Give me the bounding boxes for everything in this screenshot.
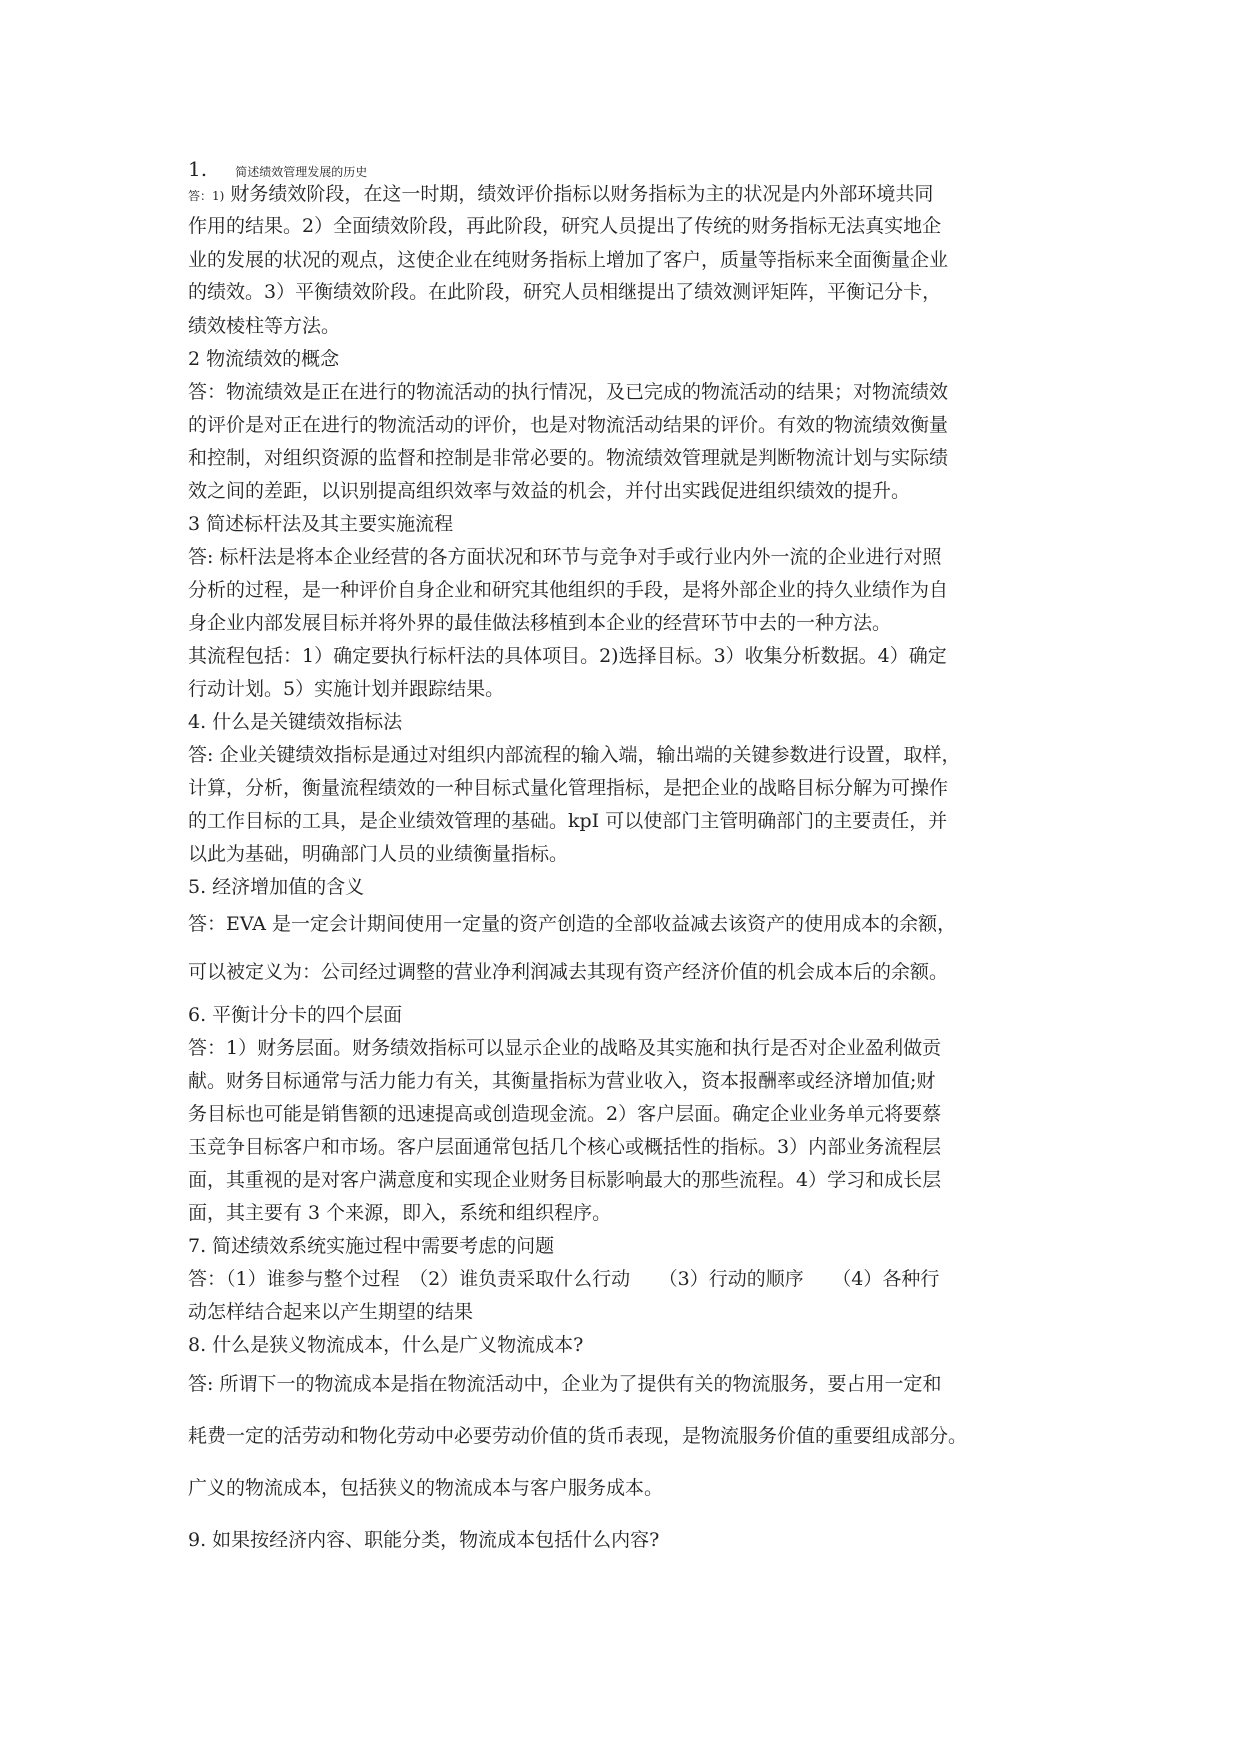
question-5-title: 5. 经济增加值的含义 [188, 876, 365, 898]
answer-3-line-3: 身企业内部发展目标并将外界的最佳做法移植到本企业的经营环节中去的一种方法。 [188, 612, 892, 634]
question-9-title: 9. 如果按经济内容、职能分类，物流成本包括什么内容? [188, 1529, 660, 1551]
answer-8-line-3: 广义的物流成本，包括狭义的物流成本与客户服务成本。 [188, 1477, 664, 1499]
question-1-title: 简述绩效管理发展的历史 [235, 165, 368, 179]
answer-2-line-3: 和控制，对组织资源的监督和控制是非常必要的。物流绩效管理就是判断物流计划与实际绩 [188, 447, 949, 469]
question-8-title: 8. 什么是狭义物流成本，什么是广义物流成本? [188, 1334, 584, 1356]
question-7-title: 7. 简述绩效系统实施过程中需要考虑的问题 [188, 1235, 555, 1257]
answer-8-line-2: 耗费一定的活劳动和物化劳动中必要劳动价值的货币表现，是物流服务价值的重要组成部分。 [188, 1425, 968, 1447]
answer-7-line-2: 动怎样结合起来以产生期望的结果 [188, 1301, 474, 1323]
answer-1-line-4: 的绩效。3）平衡绩效阶段。在此阶段，研究人员相继提出了绩效测评矩阵，平衡记分卡， [188, 281, 942, 303]
answer-3-line-5: 行动计划。5）实施计划并跟踪结果。 [188, 678, 505, 700]
answer-1-line-3: 业的发展的状况的观点，这使企业在纯财务指标上增加了客户，质量等指标来全面衡量企业 [188, 249, 949, 271]
answer-3-line-4: 其流程包括：1）确定要执行标杆法的具体项目。2)选择目标。3）收集分析数据。4）确定 [188, 645, 947, 667]
question-4-title: 4. 什么是关键绩效指标法 [188, 711, 403, 733]
answer-1-prefix: 答：1) [188, 189, 225, 203]
answer-4-line-2: 计算，分析，衡量流程绩效的一种目标式量化管理指标，是把企业的战略目标分解为可操作 [188, 777, 949, 799]
answer-2-line-2: 的评价是对正在进行的物流活动的评价，也是对物流活动结果的评价。有效的物流绩效衡量 [188, 414, 949, 436]
question-2-title: 2 物流绩效的概念 [188, 348, 340, 370]
answer-1-text: 财务绩效阶段，在这一时期，绩效评价指标以财务指标为主的状况是内外部环境共同 [230, 183, 934, 205]
answer-8-line-1: 答: 所谓下一的物流成本是指在物流活动中，企业为了提供有关的物流服务，要占用一定和 [188, 1373, 942, 1395]
answer-6-line-2: 献。财务目标通常与活力能力有关，其衡量指标为营业收入，资本报酬率或经济增加值;财 [188, 1070, 936, 1092]
answer-4-line-4: 以此为基础，明确部门人员的业绩衡量指标。 [188, 843, 569, 865]
answer-1-line-5: 绩效棱柱等方法。 [188, 315, 341, 337]
answer-6-line-4: 玉竞争目标客户和市场。客户层面通常包括几个核心或概括性的指标。3）内部业务流程层 [188, 1136, 942, 1158]
answer-1-line-1 [188, 180, 933, 210]
answer-4-line-3: 的工作目标的工具，是企业绩效管理的基础。kpI 可以使部门主管明确部门的主要责任，并 [188, 810, 948, 832]
answer-6-line-6: 面，其主要有 3 个来源，即入，系统和组织程序。 [188, 1202, 612, 1224]
answer-6-line-3: 务目标也可能是销售额的迅速提高或创造现金流。2）客户层面。确定企业业务单元将要蔡 [188, 1103, 942, 1125]
answer-3-line-1: 答: 标杆法是将本企业经营的各方面状况和环节与竞争对手或行业内外一流的企业进行对照 [188, 546, 942, 568]
answer-4-line-1: 答: 企业关键绩效指标是通过对组织内部流程的输入端，输出端的关键参数进行设置，取样， [188, 744, 961, 766]
answer-2-line-4: 效之间的差距，以识别提高组织效率与效益的机会，并付出实践促进组织绩效的提升。 [188, 480, 911, 502]
answer-1-line-2: 作用的结果。2）全面绩效阶段，再此阶段，研究人员提出了传统的财务指标无法真实地企 [188, 215, 942, 237]
question-6-title: 6. 平衡计分卡的四个层面 [188, 1004, 403, 1026]
answer-6-line-5: 面，其重视的是对客户满意度和实现企业财务目标影响最大的那些流程。4）学习和成长层 [188, 1169, 942, 1191]
answer-2-line-1: 答：物流绩效是正在进行的物流活动的执行情况，及已完成的物流活动的结果；对物流绩效 [188, 381, 949, 403]
question-1-number: 1. [188, 157, 208, 181]
answer-5-line-2: 可以被定义为：公司经过调整的营业净利润减去其现有资产经济价值的机会成本后的余额。 [188, 961, 949, 983]
answer-3-line-2: 分析的过程，是一种评价自身企业和研究其他组织的手段，是将外部企业的持久业绩作为自 [188, 579, 949, 601]
answer-5-line-1: 答：EVA 是一定会计期间使用一定量的资产创造的全部收益减去该资产的使用成本的余额， [188, 913, 957, 935]
answer-7-line-1: 答：（1）谁参与整个过程 （2）谁负责采取什么行动 （3）行动的顺序 （4）各种行 [188, 1268, 940, 1290]
answer-6-line-1: 答：1）财务层面。财务绩效指标可以显示企业的战略及其实施和执行是否对企业盈利做贡 [188, 1037, 942, 1059]
question-3-title: 3 简述标杆法及其主要实施流程 [188, 513, 454, 535]
